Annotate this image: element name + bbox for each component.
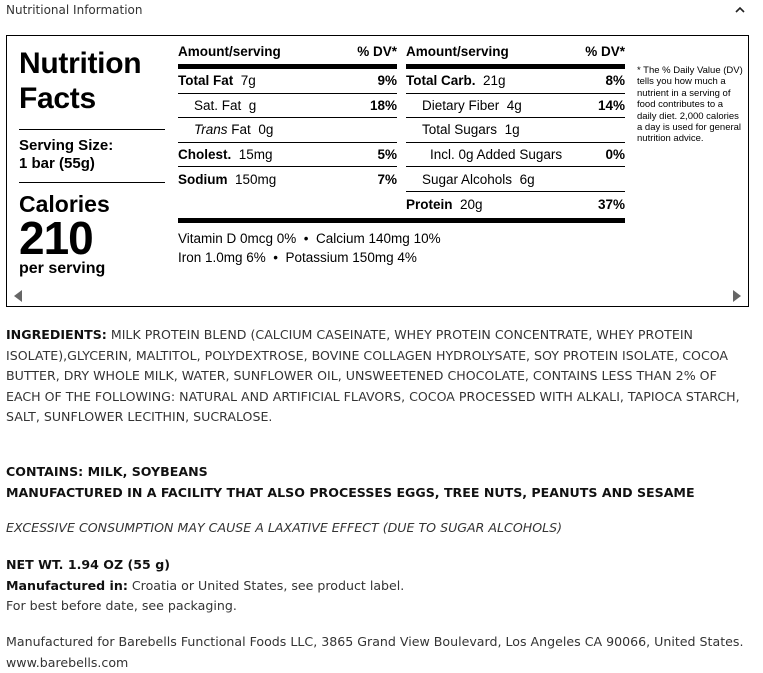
- nutrient-amount: 21g: [483, 73, 506, 89]
- nutrient-row-protein: [406, 192, 625, 217]
- nutrient-dv: 5%: [377, 147, 397, 163]
- nutrient-amount: 150mg: [235, 172, 277, 188]
- nutrient-amount: 0g: [258, 122, 274, 138]
- nutrient-name: Total Carb.: [406, 73, 476, 89]
- nutritional-information-header[interactable]: [0, 0, 763, 24]
- nutrient-name: Dietary Fiber: [422, 97, 500, 113]
- nutrition-facts-panel: [6, 35, 749, 307]
- contains-allergens: CONTAINS: MILK, SOYBEANS: [6, 464, 208, 479]
- nutrient-amount: 20g: [460, 196, 483, 212]
- nutrient-name: Sugar Alcohols: [422, 171, 513, 187]
- nutrient-dv: 8%: [605, 73, 625, 89]
- ingredients-text: MILK PROTEIN BLEND (CALCIUM CASEINATE, WHEY PROTEIN CONCENTRATE, WHEY PROTEIN ISOLATE),GLYCERIN, MALTITOL, POLYDEXTROSE, BOVINE COLLAGEN HYDROLYSATE, SOY PROTEIN ISOLATE, COCOA BUTTER, DRY WHOLE MILK, WATER, SUNFLOWER OIL, UNSWEETENED CHOCOLATE, CONTAINS LESS THAN 2% OF EACH OF THE FOLLOWING: NATURAL AND ARTIFICIAL FLAVORS, COCOA PROCESSED WITH ALKALI, TAPIOCA STARCH, SALT, SUNFLOWER LECITHIN, SUCRALOSE.: [6, 327, 740, 424]
- nutrient-dv: 7%: [377, 172, 397, 188]
- nutrient-amount: 7g: [240, 73, 256, 89]
- amount-serving-header: Amount/serving: [178, 44, 281, 59]
- nutrient-amount: 15mg: [238, 147, 273, 163]
- nutrient-dv: 37%: [597, 196, 625, 212]
- manufactured-in-label: Manufactured in:: [6, 577, 128, 593]
- nutrient-dv: 18%: [369, 97, 397, 113]
- amount-serving-header: Amount/serving: [406, 44, 509, 59]
- dv-header: % DV*: [357, 44, 397, 59]
- nutrient-name: Cholest.: [178, 147, 232, 163]
- nutrient-column-right: [406, 44, 625, 217]
- minerals-line: Iron 1.0mg 6% • Potassium 150mg 4%: [178, 250, 417, 265]
- nutrient-row-total-carb: [406, 69, 625, 94]
- nutrient-row-cholesterol: [178, 143, 397, 168]
- nutrient-amount: g: [248, 97, 257, 113]
- per-serving-label: per serving: [19, 260, 106, 277]
- dv-header: % DV*: [585, 44, 625, 59]
- nutrient-name: Total Sugars: [422, 122, 498, 138]
- allergen-info: [6, 462, 746, 503]
- nutrient-amount: 1g: [504, 122, 520, 138]
- calories-value: 210: [19, 212, 93, 264]
- scroll-right-arrow-icon[interactable]: [731, 289, 743, 303]
- nutrient-row-dietary-fiber: [406, 94, 625, 119]
- nutrient-row-sugar-alcohols: [406, 167, 625, 192]
- nutrient-name: Trans: [194, 122, 228, 138]
- nutrient-name: Incl. 0g Added Sugars: [430, 147, 563, 163]
- nutrition-facts-title: Nutrition Facts: [19, 47, 142, 115]
- calories-label: Calories: [19, 191, 110, 217]
- nutrient-amount: 6g: [519, 171, 535, 187]
- section-title: Nutritional Information: [6, 3, 143, 17]
- manufactured-in-value: Croatia or United States, see product label.: [127, 577, 405, 593]
- scroll-left-arrow-icon[interactable]: [12, 289, 24, 303]
- column-header: [406, 44, 625, 60]
- nutrition-summary: [19, 46, 165, 278]
- nutrient-dv: 14%: [597, 97, 625, 113]
- ingredients-paragraph: [6, 325, 746, 428]
- nutrient-dv: 0%: [605, 147, 625, 163]
- daily-value-footnote: * The % Daily Value (DV) tells you how much a nutrient in a serving of food contributes to a daily diet. 2,000 calories a day is used for general nutrition advice.: [637, 65, 743, 145]
- laxative-warning: EXCESSIVE CONSUMPTION MAY CAUSE A LAXATIVE EFFECT (DUE TO SUGAR ALCOHOLS): [6, 520, 563, 535]
- ingredients-label: INGREDIENTS:: [6, 327, 107, 342]
- nutrient-row-total-sugars: [406, 118, 625, 143]
- nutrient-name: Protein: [406, 196, 453, 212]
- nutrient-name-suffix: Fat: [231, 122, 251, 138]
- best-before-note: For best before date, see packaging.: [6, 598, 237, 613]
- chevron-up-icon[interactable]: [733, 3, 747, 17]
- nutrient-column-left: [178, 44, 397, 192]
- vitamins-line: Vitamin D 0mcg 0% • Calcium 140mg 10%: [178, 231, 441, 246]
- serving-size-label: Serving Size:: [19, 137, 114, 154]
- product-info: [6, 555, 746, 617]
- nutrient-row-sodium: [178, 167, 397, 192]
- facility-allergens: MANUFACTURED IN A FACILITY THAT ALSO PROCESSES EGGS, TREE NUTS, PEANUTS AND SESAME: [6, 484, 695, 500]
- nutrient-dv: 9%: [377, 73, 397, 89]
- column-header: [178, 44, 397, 60]
- nutrient-row-sat-fat: [178, 94, 397, 119]
- nutrient-row-added-sugars: [406, 143, 625, 168]
- nutrient-name: Total Fat: [178, 73, 234, 89]
- nutrient-amount: 4g: [506, 97, 522, 113]
- manufacturer-info: Manufactured for Barebells Functional Foods LLC, 3865 Grand View Boulevard, Los Angeles CA 90066, United States. www.barebells.com: [6, 634, 744, 670]
- serving-size-value: 1 bar (55g): [19, 155, 95, 172]
- nutrient-name: Sat. Fat: [194, 97, 242, 113]
- nutrient-row-total-fat: [178, 69, 397, 94]
- vitamins-minerals: [178, 218, 625, 267]
- nutrient-name: Sodium: [178, 172, 228, 188]
- nutrient-row-trans-fat: [178, 118, 397, 143]
- net-weight: NET WT. 1.94 OZ (55 g): [6, 557, 170, 572]
